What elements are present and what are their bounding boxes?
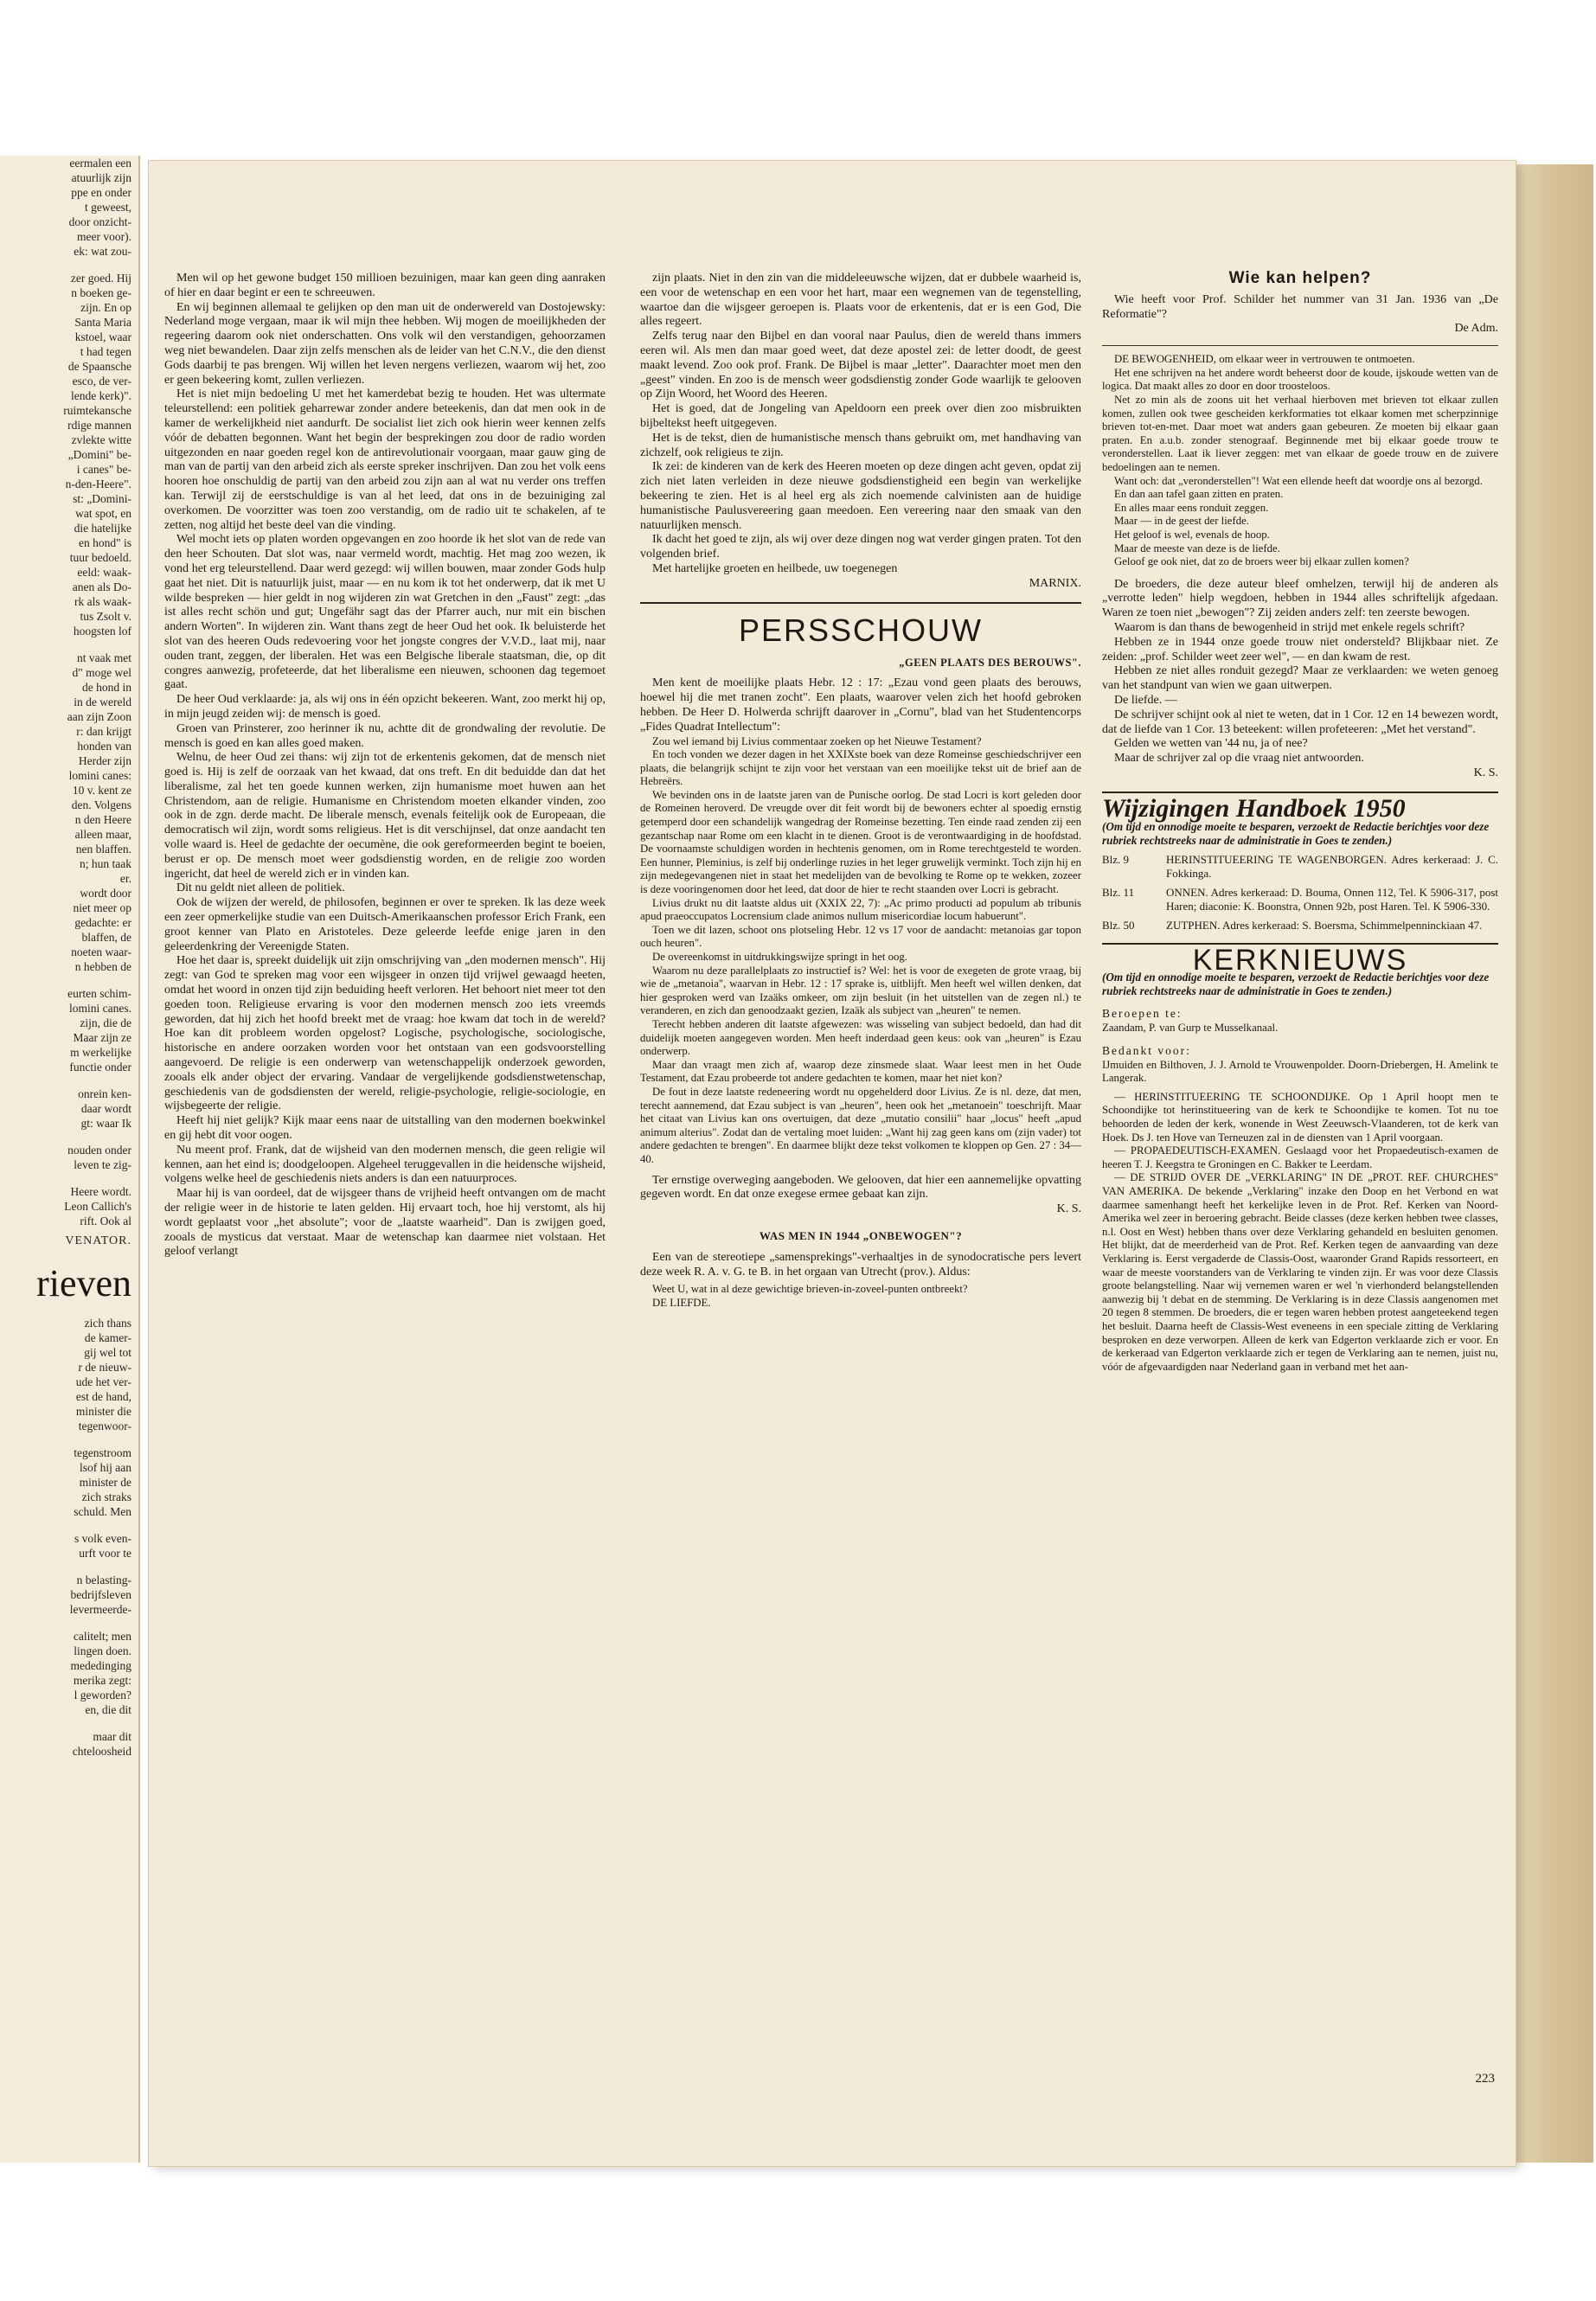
previous-page-line: t had tegen bbox=[80, 345, 131, 358]
beroepen-text: Zaandam, P. van Gurp te Musselkanaal. bbox=[1102, 1022, 1279, 1035]
handboek-entry bbox=[1102, 919, 1498, 933]
previous-page-line: r de nieuw- bbox=[78, 1361, 131, 1374]
news-item: — DE STRIJD OVER DE „VERKLARING" IN DE „PROT. REF. CHURCHES" VAN AMERIKA. De bekende „Verklaring" inzake den Doop en het Verbond en wat daarmee samenhangt heeft het kerkelijke leven in de Prot. Ref. Kerken van Noord-Amerika wel zeer in beroering gebracht. Beide classes (deze kerken hebben twee classes, n.l. Oost en West) hebben thans over deze Verklaring gehandeld en besluiten genomen. Het blijkt, dat de meerderheid van de Prot. Ref. Kerken tegen de aanvaarding van deze Verklaring is. Eerst vergaderde de Classis-Oost, waaronder Grand Rapids ressorteert, en waar de meeste voorstanders van de Verklaring te vinden zijn. Er was voor deze Classis groote belangstelling. Naar wij vernemen waren er wel 'n vierhonderd belangstellenden aanwezig bij 't debat en de stemming. De Verklaring is in deze Classis aangenomen met 20 tegen 8 stemmen. De broeders, die er tegen waren hebben protest aangeteekend tegen het besluit. Daarna heeft de Classis-West eveneens in een speciale zitting de Verklaring besproken en deze verworpen. Alleen de kerk van Edgerton verklaarde zich er voor. En de kerkeraad van Edgerton verklaarde zich er tegen de Verklaring aan te nemen, juist nu, vóór de afgevaardigden naar Nederland gaan in verband met het aan- bbox=[1102, 1171, 1498, 1373]
quote-paragraph: De fout in deze laatste redeneering wordt nu opgehelderd door Livius. Ze is nl. deze, dat men, terecht aannemend, dat Ezau subject is van „heuren", heen ook het „metanoein" toeschrijft. Maar het citaat van Livius kan ons overtuigen, dat deze „mutatio consilii" haar „locus" heeft „apud animum alterius". Zodat dan de vertaling moet luiden: „Want hij zag geen kans om (zijn vader) tot andere gedachten te brengen". En daarmee blijkt deze tekst volkomen te kloppen op Gen. 27 : 34—40. bbox=[640, 1085, 1081, 1165]
previous-page-line bbox=[0, 1519, 138, 1531]
previous-page-line: alleen maar, bbox=[74, 828, 131, 841]
kerknieuws-items bbox=[1102, 1091, 1498, 1374]
onbewogen-intro: Een van de stereotiepe „samensprekings"-verhaaltjes in de synodocratische pers levert deze week R. A. v. G. te B. in het orgaan van Utrecht (prov.). Aldus: bbox=[640, 1250, 1081, 1279]
quote-paragraph: DE BEWOGENHEID, om elkaar weer in vertrouwen te ontmoeten. bbox=[1114, 353, 1415, 366]
previous-page-line bbox=[0, 1617, 138, 1629]
paragraph: Welnu, de heer Oud zei thans: wij zijn tot de erkentenis gekomen, dat de mensch niet goed is. Hij is zelf de oorzaak van het kwaad, dat ons treft. En dit beduidde dan dat het liberalisme, zal het ten goede kunnen werken, zijn humanisme moet huwen aan het Christendom, aan de religie. Humanisme en Christendom moeten elkander vinden, zoo ook in de zgn. derde macht. De liberale mensch, evenals feitelijk ook de Europeaan, die democratisch wil zijn, wordt soms religieus. Het is dit verschijnsel, dat onze aandacht ten volle waard is. Heel de gedachte der oecumène, die ook gereformeerden begint te boeien, berust er op. De mensch moet weer godsdienstig worden, en de religie zoo worden ingericht, dat heel de wereld zich er in vinden kan. bbox=[164, 751, 606, 881]
paragraph: Ik dacht het goed te zijn, als wij over deze dingen nog wat verder gingen praten. Tot den volgenden brief. bbox=[640, 533, 1081, 561]
entry-text: ONNEN. Adres kerkeraad: D. Bouma, Onnen 112, Tel. K 5906-317, post Haren; diaconie: K. Boonstra, Onnen 92b, post Haren. Tel. K 5906-330. bbox=[1166, 885, 1498, 913]
news-item: — PROPAEDEUTISCH-EXAMEN. Geslaagd voor het Propaedeutisch-examen de heeren T. J. Keegstra te Groningen en C. Bakker te Leerdam. bbox=[1102, 1144, 1498, 1170]
previous-page-title: rieven bbox=[36, 1262, 131, 1304]
kerknieuws-heading: KERKNIEUWS bbox=[1192, 943, 1408, 977]
paragraph: Het is goed, dat de Jongeling van Apeldoorn een preek over dien zoo misbruikten bijbeltekst heeft uitgegeven. bbox=[640, 402, 1081, 430]
previous-page-line: wordt door bbox=[80, 887, 131, 900]
previous-page-line: de Spaansche bbox=[67, 360, 131, 373]
quote-paragraph: Het geloof is wel, evenals de hoop. bbox=[1114, 528, 1270, 541]
previous-page-line: tuur bedoeld. bbox=[69, 551, 131, 564]
previous-page-line: anen als Do- bbox=[72, 580, 131, 593]
previous-page-line: „Domini" be- bbox=[67, 448, 131, 461]
page-edge bbox=[1516, 164, 1593, 2163]
paragraph: Hebben ze in 1944 onze goede trouw niet ondersteld? Blijkbaar niet. Ze zeiden: „prof. Schilder weet zeer wel", — en dan kwam de rest. bbox=[1102, 635, 1498, 663]
previous-page-line: Herder zijn bbox=[78, 754, 131, 767]
kerknieuws-note: (Om tijd en onnodige moeite te besparen, verzoekt de Redactie berichtjes voor deze rubriek rechtstreeks naar de administratie in Goes te zenden.) bbox=[1102, 971, 1490, 998]
previous-page-line: noeten waar- bbox=[71, 945, 131, 958]
previous-page-line: i canes" be- bbox=[76, 463, 131, 476]
previous-page-line: lingen doen. bbox=[74, 1644, 131, 1657]
quote-paragraph: Waarom nu deze parallelplaats zo instructief is? Wel: het is voor de exegeten de grote vraag, bij wie de „metanoia", waarvan in Hebr. 12 : 17 sprake is, uitblijft. Men heeft wel willen denken, dat hier gesproken werd van Izaäks omkeer, om zijn besluit (in het uitstellen van de zegen nl.) te veranderen, en zich dan genoodzaakt gezien, Izaäk als subject van „heuren" te nemen. bbox=[640, 964, 1081, 1017]
previous-page-line: esco, de ver- bbox=[72, 375, 131, 388]
previous-page-line: en, die dit bbox=[85, 1703, 131, 1716]
paragraph: De broeders, die deze auteur bleef omhelzen, terwijl hij de anderen als „verrotte leden" hielp wegdoen, hebben in 1944 alles schriftelijk afgedaan. Waren ze toen niet „bewogen"? Zij zeiden anders zelf: ten zeerste bewogen. bbox=[1102, 577, 1498, 620]
previous-page-line: hoogsten lof bbox=[73, 625, 131, 638]
previous-page-line: ude het ver- bbox=[75, 1375, 131, 1388]
previous-page-line: l geworden? bbox=[74, 1689, 131, 1702]
handboek-entries bbox=[1102, 853, 1498, 933]
previous-page-text-b bbox=[0, 1316, 138, 1759]
previous-page-line: merika zegt: bbox=[73, 1674, 131, 1687]
previous-page-line: zvlekte witte bbox=[71, 433, 131, 446]
previous-page-line: gt: waar Ik bbox=[80, 1117, 131, 1130]
previous-page-line: maar dit bbox=[93, 1730, 131, 1743]
quote-paragraph: Toen we dit lazen, schoot ons plotseling Hebr. 12 vs 17 voor de aandacht: metanoias gar topon ouch heuren". bbox=[640, 923, 1081, 950]
previous-page-line: daar wordt bbox=[80, 1102, 131, 1115]
persschouw-quote bbox=[640, 735, 1081, 1167]
previous-page-line: honden van bbox=[77, 740, 131, 753]
previous-page-line: onrein ken- bbox=[78, 1087, 131, 1100]
previous-page-line: n-den-Heere". bbox=[65, 478, 131, 490]
paragraph: Het is niet mijn bedoeling U met het kamerdebat bezig te houden. Het was ultermate teleurstellend: een politiek geharrewar zonder andere beteekenis, dan dat men ook in de kamer de werkelijkheid niet aandurft. De socialist liet zich ook hierin weer kennen zelfs vóór de debatten begonnen. Want het begin der besprekingen zou door de radio worden uitgezonden en naar goeden regel kon de antirevolutionair voorgaan, maar gauw ging de man van de partij van den arbeid zich als eerste spreker inschrijven. Dan zou het volk eens hooren hoe onschuldig de partij van den arbeid zou zijn aan al wat nu verder ons treffen kan. Terwijl zij de eerstschuldige is van al het leed, dat ons in de bezuiniging zal overkomen. De voorzitter was toen zoo verstandig, om de radio uit te schakelen, af te zetten, nog altijd het beste deel van die vinding. bbox=[164, 388, 606, 532]
quote-paragraph: De overeenkomst in uitdrukkingswijze springt in het oog. bbox=[652, 951, 907, 964]
paragraph: Hoe het daar is, spreekt duidelijk uit zijn omschrijving van „den modernen mensch". Hij zegt: van God te spreken mag voor een wijsgeer in onzen tijd vrijwel gewaagd heeten, omdat het woord in onzen tijd zijn beduiding heeft verloren. Het behoort niet meer tot den goeden toon. Religieuse ervaring is voor den modernen mensch zoo iets vreemds geworden, dat hij zich het hoofd breekt met de vraag: hoe kwam dat toch in de wereld? Hoe kan dit probleem worden opgelost? Logische, psychologische, sociologische, historische en andere oorzaken worden voor het ontstaan van een godsvoorstelling aangevoerd. De religie is een onderwerp van wetenschappelijk onderzoek geworden, zooals elk ander object der ervaring. Vandaar de vergelijkende godsdienstwetenschap, geschiedenis van de godsdiensten der wereld, religie-psychologie, religie-sociologie, en wijsbegeerte der religie. bbox=[164, 954, 606, 1113]
previous-page-line: tegenstroom bbox=[74, 1446, 131, 1459]
previous-page-line: er. bbox=[119, 872, 131, 885]
paragraph: Men wil op het gewone budget 150 millioen bezuinigen, maar kan geen ding aanraken of hier en daar begint er een te schreeuwen. bbox=[164, 272, 606, 299]
persschouw-signature: K. S. bbox=[1056, 1202, 1081, 1216]
previous-page-line: nt vaak met bbox=[77, 651, 131, 664]
previous-page-line: tegenwoor- bbox=[78, 1420, 131, 1433]
news-item: — HERINSTITUEERING TE SCHOONDIJKE. Op 1 April hoopt men te Schoondijke tot herinstitueering van de kerk te Schoondijke te komen. Tot nu toe behoorden de leden der kerk, wonende in West Zeeuwsch-Vlaanderen, tot de kerk van Hoek. Ds J. ten Hove van Terneuzen zal in de diensten van 1 April voorgaan. bbox=[1102, 1090, 1498, 1144]
previous-page-line: t geweest, bbox=[85, 201, 131, 214]
paragraph: Zelfs terug naar den Bijbel en dan vooral naar Paulus, dien de wereld thans immers eeren wil. Als men dan maar goed weet, dat deze apostel zei: de letter doodt, de geest maakt levend. Zoo ook prof. Frank. De Bijbel is maar „letter". Daarachter moet men den „geest" vinden. En zoo is de mensch weer godsdienstig zonder Gode waarlijk te gelooven op Zijn Woord, het Woord des Heeren. bbox=[640, 330, 1081, 401]
section-divider bbox=[640, 602, 1081, 604]
paragraph: En wij beginnen allemaal te gelijken op den man uit de onderwereld van Dostojewsky: Nederland moge vergaan, maar ik wil mijn thee hebben. Wij mogen de moeilijkheden der regeering daarom ook niet onderschatten. Ons volk wil den verstandigen, gehoorzamen weg niet bewandelen. Daar zijn zelfs menschen als de leider van het C.N.V., die den dienst Gods daarbij te pas brengen. Wij willen het leven nergens verliezen, waarom wij het, zoo er geen bekeering komt, zullen verliezen. bbox=[164, 300, 606, 387]
previous-page-line: wat spot, en bbox=[75, 507, 131, 520]
paragraph: Met hartelijke groeten en heilbede, uw toegenegen bbox=[652, 561, 898, 575]
handboek-heading: Wijzigingen Handboek 1950 bbox=[1102, 793, 1406, 823]
letter-signature: MARNIX. bbox=[1029, 576, 1081, 590]
previous-page-line bbox=[0, 1561, 138, 1573]
previous-page-line: lende kerk)". bbox=[71, 389, 131, 402]
previous-page-line: kstoel, waar bbox=[74, 330, 131, 343]
previous-page-line: de hond in bbox=[82, 681, 131, 694]
previous-page-line: functie onder bbox=[69, 1061, 131, 1074]
quote-paragraph: Net zo min als de zoons uit het verhaal hierboven met brieven tot elkaar zullen komen, zullen ook twee gescheiden kerkformaties tot elkaar komen met scherpzinnige brieven tot-en-met. Daar moet wat anders gaan gebeuren. Ze moeten bij elkaar gaan praten. En a.u.b. zonder stenograaf. Beginnende met bij elkaar goede trouw te veronderstellen. Laat ik liever zeggen: met van elkaar de goede trouw en de zuivere bedoelingen aan te nemen. bbox=[1102, 393, 1498, 473]
entry-text: ZUTPHEN. Adres kerkeraad: S. Boersma, Schimmelpenninckiaan 47. bbox=[1166, 918, 1483, 932]
paragraph: Nu meent prof. Frank, dat de wijsheid van den modernen mensch, die geen religie wil kennen, aan het eind is; doodgeloopen. Algeheel teruggevallen in die heidensche wijsheid, volgens welke heel de geschiedenis niets anders is dan een natuurproces. bbox=[164, 1143, 606, 1186]
paragraph: Het is de tekst, dien de humanistische mensch thans gebruikt om, met handhaving van zichzelf, ook religieus te zijn. bbox=[640, 431, 1081, 459]
paragraph: Hebben ze niet alles ronduit gezegd? Maar ze verklaarden: we weten genoeg van het standpunt van wien we gaan uitwerpen. bbox=[1102, 664, 1498, 693]
bedankt-label: Bedankt voor: bbox=[1102, 1043, 1191, 1057]
previous-page-line: zich thans bbox=[84, 1317, 131, 1330]
previous-page-line: lomini canes. bbox=[69, 1002, 131, 1015]
bedankt-text: IJmuiden en Bilthoven, J. J. Arnold te Vrouwenpolder. Doorn-Driebergen, H. Amelink te Langerak. bbox=[1102, 1058, 1498, 1085]
quote-paragraph: En toch vonden we dezer dagen in het XXIXste boek van deze Romeinse geschiedschrijver een plaats, die belangrijk schijnt te zijn voor het verstaan van een moeilijke tekst uit de brief aan de Hebreërs. bbox=[640, 748, 1081, 788]
previous-page-line: blaffen, de bbox=[81, 931, 131, 944]
previous-page-line: die hatelijke bbox=[74, 522, 131, 535]
previous-page-line: n hebben de bbox=[74, 960, 131, 973]
previous-page-line: rift. Ook al bbox=[80, 1215, 131, 1227]
quote-paragraph: Maar dan vraagt men zich af, waarop deze zinsmede slaat. Waar leest men in het Oude Testament, dat Ezau probeerde tot andere gedachten te komen, maar het niet kon? bbox=[640, 1058, 1081, 1085]
handboek-note: (Om tijd en onnodige moeite te besparen, verzoekt de Redactie berichtjes voor deze rubriek rechtstreeks naar de administratie in Goes te zenden.) bbox=[1102, 819, 1490, 847]
beroepen-label: Beroepen te: bbox=[1102, 1007, 1183, 1021]
previous-page-line: r: dan krijgt bbox=[76, 725, 131, 738]
previous-page-line: door onzicht- bbox=[68, 215, 131, 228]
previous-page-line: bedrijfsleven bbox=[70, 1588, 131, 1601]
paragraph: Dit nu geldt niet alleen de politiek. bbox=[176, 881, 345, 895]
paragraph: Maar de schrijver zal op die vraag niet antwoorden. bbox=[1114, 752, 1364, 766]
previous-page-line: m werkelijke bbox=[70, 1046, 131, 1059]
previous-page-line: Heere wordt. bbox=[70, 1185, 131, 1198]
wie-kan-helpen-text: Wie heeft voor Prof. Schilder het nummer van 31 Jan. 1936 van „De Reformatie"? bbox=[1102, 292, 1498, 321]
wie-kan-helpen-heading: Wie kan helpen? bbox=[1228, 269, 1372, 287]
paragraph: Maar hij is van oordeel, dat de wijsgeer thans de vrijheid heeft ontvangen om de macht der religie weer in de historie te laten gelden. Hij ervaart toch, hoe hij verstomt, als hij wordt geplaatst voor „het absolute"; voor de „laatste waarheid". Dan is zwijgen goed, zooals de mysticus dat verstaat. Maar de wetenschap kan daarmee niet volstaan. Het geloof verlangt bbox=[164, 1187, 606, 1259]
previous-page-line: ppe en onder bbox=[71, 186, 131, 199]
previous-page-line: rk als waak- bbox=[74, 595, 131, 608]
previous-page-line: leven te zig- bbox=[74, 1158, 131, 1171]
previous-page-line bbox=[0, 259, 138, 271]
previous-page-line bbox=[0, 1717, 138, 1729]
previous-page-line: gij wel tot bbox=[84, 1346, 131, 1359]
previous-page-line: zer goed. Hij bbox=[70, 272, 131, 285]
letter-body-part-1 bbox=[164, 272, 606, 1259]
paragraph: Gelden we wetten van '44 nu, ja of nee? bbox=[1114, 737, 1308, 751]
onbewogen-heading: WAS MEN IN 1944 „ONBEWOGEN"? bbox=[759, 1228, 963, 1242]
previous-page-line: nouden onder bbox=[67, 1144, 131, 1157]
previous-page-line: lomini canes: bbox=[68, 769, 131, 782]
quote-paragraph: Het ene schrijven na het andere wordt beheerst door de koude, ijskoude wetten van de logica. Dat maakt alles zo door en door troosteloos. bbox=[1102, 366, 1498, 393]
letter-body-part-2 bbox=[640, 272, 1081, 577]
previous-page-line: eermalen een bbox=[69, 157, 131, 170]
previous-page-line bbox=[0, 1131, 138, 1143]
previous-page-signature: VENATOR. bbox=[65, 1234, 131, 1247]
column-1 bbox=[164, 272, 606, 1259]
previous-page-line: st: „Domini- bbox=[73, 492, 131, 505]
quote-paragraph: Livius drukt nu dit laatste aldus uit (XXIX 22, 7): „Ac primo producti ad populum ab tribunis apud praeoccupatos Locrensium clade animos nullum misericordiae locum habuerunt". bbox=[640, 896, 1081, 923]
onbewogen-quote-continued bbox=[1102, 353, 1498, 569]
previous-page-line: Santa Maria bbox=[74, 316, 131, 329]
paragraph: Wel mocht iets op platen worden opgevangen en zoo hoorde ik het slot van de rede van den heer Schouten. Dat slot was, naar vermeld wordt, machtig. Het mag zoo wezen, ik vond het erg teleurstellend. Daar werd gezegd: wij willen bouwen, maar zonder Gods hulp gaat het niet. Dit is natuurlijk juist, maar — en nu kom ik tot het onderwerp, dat ik met U wilde bespreken — hier geldt in nog wijderen zin wat Gretchen in den „Faust" zegt: „das ist alles recht schön und gut; Ungefähr sagt das der Pfarrer auch, nur mit ein bischen andern Worten". In wijderen zin. Want thans zegt de heer Oud het ook. Ik beluisterde het slot van des heeren Ouds redevoering voor het jongste congres der V.V.D., laat mij, naar ouden trant, zeggen, der liberalen. Het was een Belgische liberale staatsman, die, op dit congres aanwezig, profeteerde, dat het liberalisme een nieuwen, schoonen dag tegemoet gaat. bbox=[164, 533, 606, 692]
previous-page-line: levermeerde- bbox=[69, 1603, 131, 1616]
paragraph: Heeft hij niet gelijk? Kijk maar eens naar de uitstalling van den modernen boekwinkel en gij hebt dit voor oogen. bbox=[164, 1114, 606, 1143]
persschouw-heading: PERSSCHOUW bbox=[738, 612, 984, 648]
section-divider bbox=[1102, 792, 1498, 793]
previous-page-line: Maar zijn ze bbox=[73, 1031, 131, 1044]
persschouw-subheading: „GEEN PLAATS DES BEROUWS". bbox=[899, 656, 1081, 669]
quote-paragraph: Maar de meeste van deze is de liefde. bbox=[1114, 542, 1280, 554]
paragraph: De schrijver schijnt ook al niet te weten, dat in 1 Cor. 12 en 14 bewezen wordt, dat de liefde van 1 Cor. 13 beteekent: willen profeteeren: „Met het verstand". bbox=[1102, 708, 1498, 736]
previous-page-line: eurten schim- bbox=[67, 987, 131, 1000]
paragraph: Ik zei: de kinderen van de kerk des Heeren moeten op deze dingen acht geven, opdat zij zich niet laten verleiden in deze nieuwe godsdienstigheid een begin van werkelijke bekeering te zien. Het is al heel erg als zich noemende calvinisten aan de huidige humanistische Paulusvereering gaan meedoen. Een vereering naar den smaak van den natuurlijken mensch. bbox=[640, 460, 1081, 532]
previous-page-line: n den Heere bbox=[74, 813, 131, 826]
previous-page-line: zich straks bbox=[81, 1490, 131, 1503]
previous-page-line bbox=[0, 1074, 138, 1086]
onbewogen-quote-end: DE LIEFDE. bbox=[652, 1296, 711, 1309]
previous-page-line: 10 v. kent ze bbox=[72, 784, 131, 797]
quote-paragraph: Geloof ge ook niet, dat zo de broers weer bij elkaar zullen komen? bbox=[1114, 555, 1409, 568]
page-number: 223 bbox=[1475, 2072, 1495, 2086]
previous-page-line: est de hand, bbox=[75, 1390, 131, 1403]
persschouw-intro: Men kent de moeilijke plaats Hebr. 12 : 17: „Ezau vond geen plaats des berouws, hoewel hij die met tranen zocht". Een plaats, waarover velen zich het hoofd gebroken hebben. De Heer D. Holwerda schrijft daarover in „Cornu", blad van het Studentencorps „Fides Quadrat Intellectum": bbox=[640, 676, 1081, 734]
previous-page-line bbox=[0, 1172, 138, 1184]
entry-text: HERINSTITUEERING TE WAGENBORGEN. Adres kerkeraad: J. C. Fokkinga. bbox=[1166, 852, 1498, 880]
paragraph: Waarom is dan thans de bewogenheid in strijd met enkele regels schrift? bbox=[1114, 621, 1465, 635]
previous-page-line: minister de bbox=[79, 1476, 131, 1489]
previous-page-line: rdige mannen bbox=[67, 419, 131, 432]
previous-page-line: calitelt; men bbox=[73, 1630, 131, 1643]
paragraph: zijn plaats. Niet in den zin van die middeleeuwsche wijzen, dat er dubbele waarheid is, een voor de wetenschap en een voor het hart, maar een wegnemen van de tegenstelling, waartoe dan die wijsgeer geroepen is. Plaats voor de erkentenis, dat er is een God, Die alles regeert. bbox=[640, 272, 1081, 329]
previous-page-line: de kamer- bbox=[84, 1331, 131, 1344]
previous-page-line: tus Zsolt v. bbox=[80, 610, 131, 623]
previous-page-line: niet meer op bbox=[73, 901, 131, 914]
previous-page-line: Leon Callich's bbox=[64, 1200, 131, 1213]
previous-page-line: mededinging bbox=[70, 1659, 131, 1672]
previous-page-line: den. Volgens bbox=[71, 798, 131, 811]
handboek-entry bbox=[1102, 853, 1498, 881]
paragraph: Ook de wijzen der wereld, de philosofen, beginnen er over te spreken. Ik las deze week een zeer opmerkelijke studie van een Duitsch-Amerikaanschen professor Erich Frank, een groot kenner van Plato en Aristoteles. Deze geleerde leefde enige jaren in den geleerdenkring der Vereenigde Staten. bbox=[164, 896, 606, 953]
newspaper-page bbox=[149, 161, 1516, 2166]
previous-page-line: schuld. Men bbox=[74, 1505, 131, 1518]
previous-page-line: zijn, die de bbox=[80, 1016, 131, 1029]
paragraph: De heer Oud verklaarde: ja, als wij ons in één opzicht bekeeren. Want, zoo merkt hij op, in mijn jeugd zeiden wij: de mensch is goed. bbox=[164, 693, 606, 721]
previous-page-line: aan zijn Zoon bbox=[67, 710, 131, 723]
previous-page-line bbox=[0, 974, 138, 986]
quote-paragraph: Zou wel iemand bij Livius commentaar zoeken op het Nieuwe Testament? bbox=[652, 734, 982, 747]
section-divider bbox=[1102, 345, 1498, 346]
column-2 bbox=[640, 272, 1081, 1310]
previous-page-line: nen blaffen. bbox=[75, 843, 131, 856]
previous-page-line: chteloosheid bbox=[72, 1745, 131, 1758]
quote-paragraph: En dan aan tafel gaan zitten en praten. bbox=[1114, 488, 1284, 501]
previous-page-line: n boeken ge- bbox=[71, 286, 131, 299]
entry-page-label: Blz. 9 bbox=[1102, 852, 1130, 866]
previous-page-line: n; hun taak bbox=[80, 857, 131, 870]
previous-page-line: ruimtekansche bbox=[63, 404, 131, 417]
previous-page-line: n belasting- bbox=[76, 1574, 131, 1586]
wie-kan-helpen-signature: De Adm. bbox=[1454, 322, 1498, 336]
previous-page-text-a bbox=[0, 156, 138, 1228]
previous-page-strip bbox=[0, 156, 140, 2163]
onbewogen-commentary bbox=[1102, 578, 1498, 766]
onbewogen-signature: K. S. bbox=[1473, 766, 1498, 780]
quote-paragraph: Terecht hebben anderen dit laatste afgewezen: was wisseling van subject bedoeld, dan had dit duidelijk moeten aangegeven worden. Men heeft inderdaad geen keus: ook van „heuren" is Ezau onderwerp. bbox=[640, 1017, 1081, 1058]
previous-page-line: urft voor te bbox=[79, 1547, 131, 1560]
previous-page-line: meer voor). bbox=[77, 230, 131, 243]
previous-page-line: lsof hij aan bbox=[80, 1461, 131, 1474]
entry-page-label: Blz. 50 bbox=[1102, 918, 1135, 932]
quote-paragraph: Want och: dat „veronderstellen"! Wat een ellende heeft dat woordje ons al bezorgd. bbox=[1114, 474, 1483, 487]
previous-page-line: eeld: waak- bbox=[77, 566, 131, 579]
paragraph: Groen van Prinsterer, zoo herinner ik nu, achtte dit de grondwaling der revolutie. De mensch is goed en kan alles goed maken. bbox=[164, 721, 606, 750]
quote-paragraph: Maar — in de geest der liefde. bbox=[1114, 515, 1249, 528]
entry-page-label: Blz. 11 bbox=[1102, 885, 1135, 899]
previous-page-line: en hond" is bbox=[78, 536, 131, 549]
paragraph: De liefde. — bbox=[1114, 694, 1177, 708]
quote-paragraph: We bevinden ons in de laatste jaren van de Punische oorlog. De stad Locri is kort geleden door de Romeinen heroverd. De vreugde over dit feit wordt bij de bewoners echter al spoedig ernstig getemperd door een schandelijk wangedrag der Romeinse bezetting. Ten einde raad zenden zij een gezantschap naar Rome om een klacht in te dienen. Groot is de verontwaardiging in de hoofdstad. De voornaamste schuldigen worden in hechtenis genomen, om in Rome terechtgesteld te worden. Een hunner, Pleminius, is zelf bij onderlinge ruzies in het leger gruwelijk verminkt. Toch zijn hij en zijn medegevangenen niet in staat het medelijden van de bevolking te Rome op te wekken, zozeer is deze vooringenomen door het leed, dat door de hier te recht staanden over Locri is gebracht. bbox=[640, 788, 1081, 896]
previous-page-line: d" moge wel bbox=[72, 666, 131, 679]
previous-page-line: ek: wat zou- bbox=[74, 245, 131, 258]
previous-page-line bbox=[0, 1433, 138, 1445]
previous-page-line bbox=[0, 638, 138, 651]
column-3 bbox=[1102, 269, 1498, 1374]
persschouw-closing: Ter ernstige overweging aangeboden. We gelooven, dat hier een aannemelijke opvatting gegeven wordt. En dat onze exegese ermee gebaat kan zijn. bbox=[640, 1173, 1081, 1202]
previous-page-line: atuurlijk zijn bbox=[71, 171, 131, 184]
onbewogen-quote: Weet U, wat in al deze gewichtige brieven-in-zoveel-punten ontbreekt? bbox=[652, 1283, 968, 1296]
previous-page-line: gedachte: er bbox=[74, 916, 131, 929]
previous-page-line: zijn. En op bbox=[80, 301, 131, 314]
handboek-entry bbox=[1102, 886, 1498, 913]
previous-page-line: in de wereld bbox=[74, 695, 131, 708]
quote-paragraph: En alles maar eens ronduit zeggen. bbox=[1114, 501, 1269, 514]
previous-page-line: s volk even- bbox=[74, 1532, 131, 1545]
previous-page-line: minister die bbox=[75, 1405, 131, 1418]
